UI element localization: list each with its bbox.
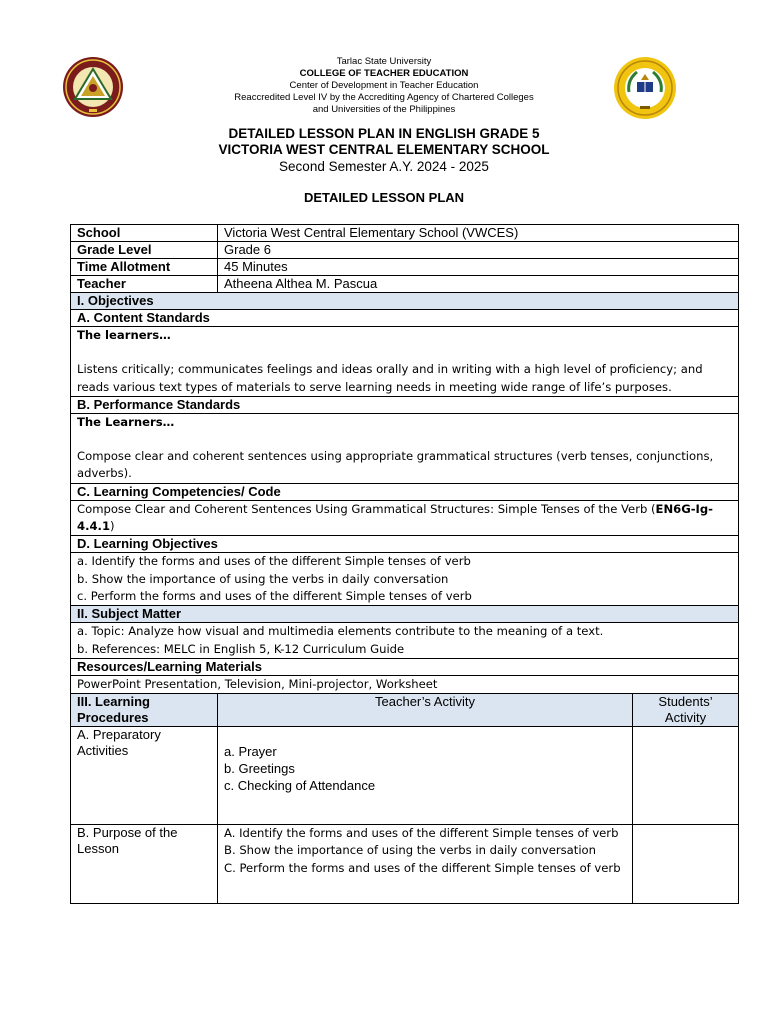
subject-matter-heading: II. Subject Matter — [71, 606, 739, 623]
header-line-4: Reaccredited Level IV by the Accrediting Agency of Chartered Colleges — [234, 92, 534, 103]
teacher-row — [71, 276, 739, 293]
cte-seal-logo — [613, 56, 677, 120]
time-row — [71, 259, 739, 276]
learning-objectives-heading: D. Learning Objectives — [71, 536, 739, 553]
learning-objective-item: c. Perform the forms and uses of the different Simple tenses of verb — [77, 588, 472, 603]
competency-code: EN6G-Ig-4.4.1 — [77, 501, 713, 534]
header-line-3: Center of Development in Teacher Education — [289, 80, 479, 91]
subject-references: b. References: MELC in English 5, K-12 Curriculum Guide — [77, 641, 405, 656]
purpose-label: B. Purpose of the Lesson — [71, 825, 218, 904]
purpose-row — [71, 825, 739, 904]
competencies-close: ) — [110, 519, 115, 534]
learning-objective-item: b. Show the importance of using the verbs in daily conversation — [77, 571, 449, 586]
school-title: VICTORIA WEST CENTRAL ELEMENTARY SCHOOL — [218, 142, 550, 157]
detailed-lesson-plan-heading: DETAILED LESSON PLAN — [303, 190, 465, 205]
procedures-heading: III. Learning Procedures — [71, 694, 218, 727]
time-value: 45 Minutes — [218, 259, 739, 276]
school-label: School — [71, 225, 218, 242]
resources-text: PowerPoint Presentation, Television, Mini-projector, Worksheet — [71, 675, 739, 693]
school-row — [71, 225, 739, 242]
purpose-item: C. Perform the forms and uses of the different Simple tenses of verb — [224, 860, 621, 875]
purpose-item: B. Show the importance of using the verbs in daily conversation — [224, 843, 596, 858]
content-standards-lead: The learners… — [77, 328, 171, 342]
competencies-body — [71, 500, 739, 536]
preparatory-item: a. Prayer — [224, 744, 277, 760]
content-standards-body — [71, 327, 739, 397]
grade-label: Grade Level — [71, 242, 218, 259]
college-name: COLLEGE OF TEACHER EDUCATION — [299, 68, 469, 79]
content-standards-heading: A. Content Standards — [71, 310, 739, 327]
objectives-heading: I. Objectives — [71, 293, 739, 310]
performance-standards-heading: B. Performance Standards — [71, 396, 739, 413]
resources-heading: Resources/Learning Materials — [71, 658, 739, 675]
lesson-plan-title: DETAILED LESSON PLAN IN ENGLISH GRADE 5 — [228, 126, 540, 141]
competencies-heading: C. Learning Competencies/ Code — [71, 483, 739, 500]
content-standards-text: Listens critically; communicates feelings and ideas orally and in writing with a high level of proficiency; and reads various text types of materials to serve learning needs in meeting wide range of life’s purposes. — [77, 362, 703, 394]
tsu-seal-logo — [62, 54, 124, 122]
purpose-student-cell — [633, 825, 739, 904]
preparatory-item: b. Greetings — [224, 761, 295, 777]
preparatory-row — [71, 727, 739, 825]
document-titles — [70, 126, 698, 205]
student-activity-header: Students’ Activity — [633, 694, 739, 727]
purpose-item: A. Identify the forms and uses of the different Simple tenses of verb — [224, 826, 619, 841]
semester-line: Second Semester A.Y. 2024 - 2025 — [279, 159, 489, 174]
lesson-plan-table — [70, 224, 739, 904]
grade-row — [71, 242, 739, 259]
teacher-activity-header: Teacher’s Activity — [218, 694, 633, 727]
preparatory-item: c. Checking of Attendance — [224, 778, 376, 794]
teacher-value: Atheena Althea M. Pascua — [218, 276, 739, 293]
learning-objectives-list — [71, 553, 739, 606]
header-line-5: and Universities of the Philippines — [312, 104, 456, 115]
university-header — [180, 56, 588, 116]
preparatory-student-cell — [633, 727, 739, 825]
grade-value: Grade 6 — [218, 242, 739, 259]
teacher-label: Teacher — [71, 276, 218, 293]
performance-standards-text: Compose clear and coherent sentences using appropriate grammatical structures (verb tenses, conjunctions, adverbs). — [77, 449, 714, 481]
subject-topic: a. Topic: Analyze how visual and multimedia elements contribute to the meaning of a text. — [77, 624, 604, 639]
performance-standards-lead: The Learners… — [77, 414, 175, 429]
learning-objective-item: a. Identify the forms and uses of the different Simple tenses of verb — [77, 554, 471, 569]
preparatory-activities — [218, 727, 633, 825]
purpose-activities — [218, 825, 633, 904]
time-label: Time Allotment — [71, 259, 218, 276]
competencies-text: Compose Clear and Coherent Sentences Using Grammatical Structures: Simple Tenses of the Verb ( — [77, 501, 656, 516]
university-name: Tarlac State University — [336, 56, 432, 67]
performance-standards-body — [71, 413, 739, 483]
school-value: Victoria West Central Elementary School (VWCES) — [218, 225, 739, 242]
preparatory-label: A. Preparatory Activities — [71, 727, 218, 825]
procedures-header-row — [71, 694, 739, 727]
subject-matter-body — [71, 623, 739, 659]
